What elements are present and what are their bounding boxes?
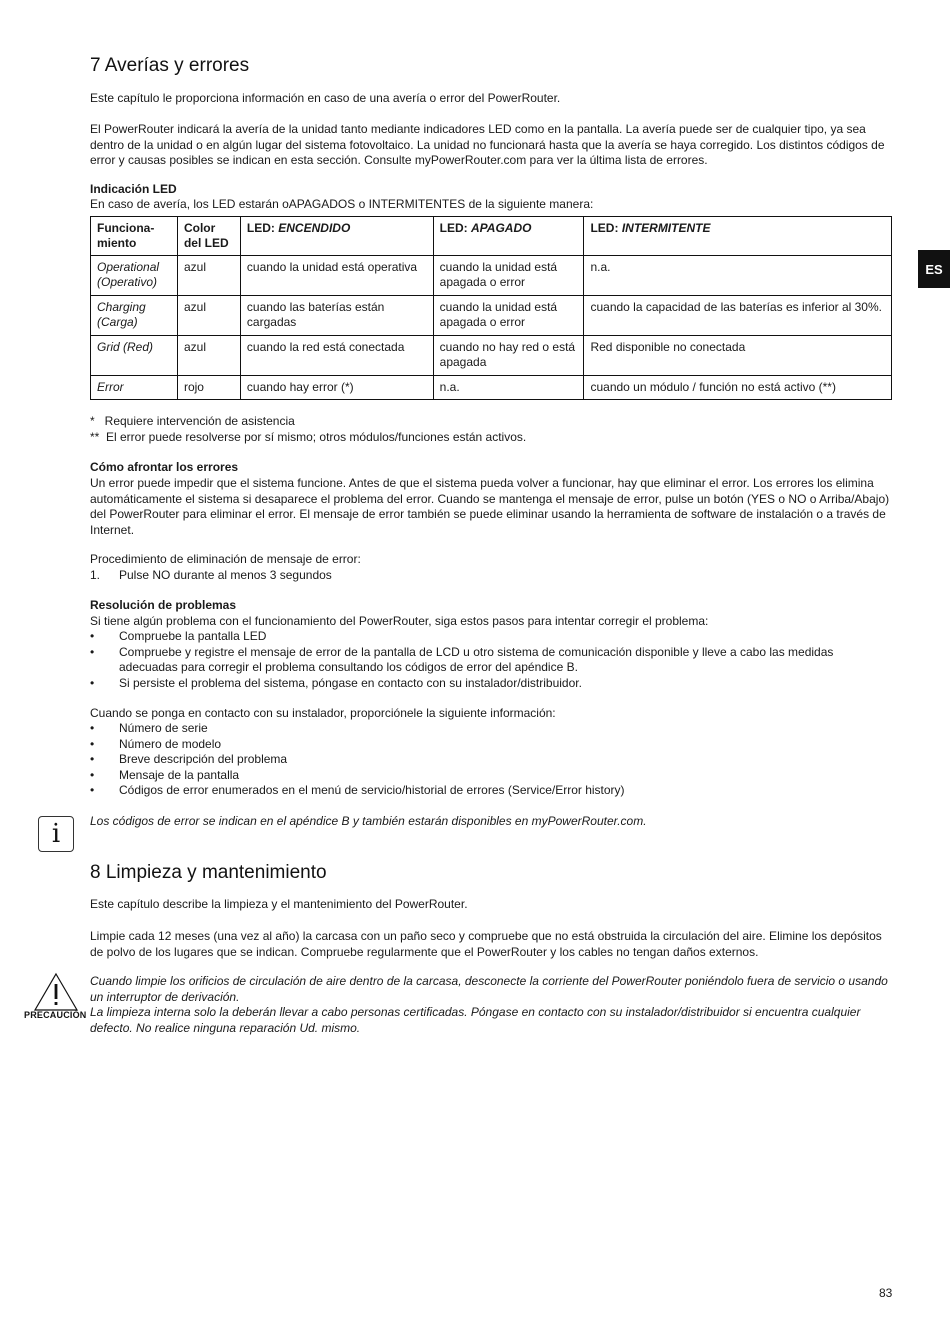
- info-note: Los códigos de error se indican en el apéndice B y también estarán disponibles en myPowerRouter.com.: [90, 814, 647, 828]
- handling-text: Un error puede impedir que el sistema funcione. Antes de que el sistema pueda volver a funcionar, hay que eliminar el error. Los errores los elimina automáticamente el sistema si desaparece el problema del error. Cuando se mantenga el mensaje de error, pulse un botón (YES o NO o Arriba/Abajo) del PowerRouter para eliminar el error. El mensaje de error también se puede eliminar usando la herramienta de software de instalación o a través de Internet.: [90, 476, 890, 537]
- troubleshoot-heading: Resolución de problemas: [90, 598, 237, 612]
- section-8-paragraph: Limpie cada 12 meses (una vez al año) la carcasa con un paño seco y compruebe que no está obstruida la circulación del aire. Elimine los depósitos de polvo de los lugares que se indican. Compruebe regularmente que el PowerRouter y los cables no tengan daños externos.: [90, 929, 882, 959]
- cell-color: azul: [177, 256, 240, 296]
- list-item: • Si persiste el problema del sistema, póngase en contacto con su instalador/distribuidor.: [90, 676, 892, 692]
- cell-off: n.a.: [433, 376, 584, 400]
- section-8-intro: Este capítulo describe la limpieza y el mantenimiento del PowerRouter.: [90, 897, 468, 911]
- page-number: 83: [879, 1286, 893, 1300]
- cell-function: Charging (Carga): [91, 296, 178, 336]
- list-item: 1. Pulse NO durante al menos 3 segundos: [90, 568, 332, 582]
- caution-label: PRECAUCIÓN: [24, 1010, 87, 1020]
- caution-text-2: La limpieza interna solo la deberán llevar a cabo personas certificadas. Póngase en contacto con su instalador/distribuidor si encuentra cualquier defecto. No realice ninguna reparación Ud. mismo.: [90, 1005, 861, 1035]
- section-7-title: 7 Averías y errores: [90, 55, 250, 76]
- procedure-intro: Procedimiento de eliminación de mensaje de error:: [90, 552, 361, 566]
- footnote-1: * Requiere intervención de asistencia: [90, 414, 295, 428]
- list-item: • Códigos de error enumerados en el menú de servicio/historial de errores (Service/Error history): [90, 783, 892, 799]
- led-table-header: [91, 217, 892, 256]
- troubleshoot-list: [90, 629, 892, 691]
- table-row: [91, 296, 892, 336]
- table-row: [91, 336, 892, 376]
- caution-text-1: Cuando limpie los orificios de circulación de aire dentro de la carcasa, desconecte la corriente del PowerRouter poniéndolo fuera de servicio o usando un interruptor de derivación.: [90, 974, 888, 1004]
- cell-on: cuando las baterías están cargadas: [240, 296, 433, 336]
- contact-intro: Cuando se ponga en contacto con su instalador, proporciónele la siguiente información:: [90, 706, 556, 720]
- cell-on: cuando la red está conectada: [240, 336, 433, 376]
- header-on: LED: ENCENDIDO: [240, 217, 433, 256]
- list-item: • Mensaje de la pantalla: [90, 768, 892, 784]
- cell-on: cuando hay error (*): [240, 376, 433, 400]
- cell-off: cuando la unidad está apagada o error: [433, 296, 584, 336]
- list-item: • Compruebe la pantalla LED: [90, 629, 892, 645]
- led-intro: En caso de avería, los LED estarán oAPAGADOS o INTERMITENTES de la siguiente manera:: [90, 197, 594, 211]
- cell-blink: cuando un módulo / función no está activo (**): [584, 376, 892, 400]
- list-item: • Breve descripción del problema: [90, 752, 892, 768]
- list-item: • Número de modelo: [90, 737, 892, 753]
- procedure-list: [90, 568, 892, 584]
- header-blink: LED: INTERMITENTE: [584, 217, 892, 256]
- list-item: • Compruebe y registre el mensaje de error de la pantalla de LCD u otro sistema de comunicación disponible y lleve a cabo las medidas adecuadas para corregir el problema consultando los códigos de error del apéndice B.: [90, 645, 892, 676]
- cell-color: rojo: [177, 376, 240, 400]
- cell-blink: n.a.: [584, 256, 892, 296]
- cell-function: Operational (Operativo): [91, 256, 178, 296]
- table-row: [91, 256, 892, 296]
- cell-blink: cuando la capacidad de las baterías es inferior al 30%.: [584, 296, 892, 336]
- language-tab-es: ES: [918, 250, 950, 288]
- cell-function: Grid (Red): [91, 336, 178, 376]
- header-function: Funciona- miento: [91, 217, 178, 256]
- cell-on: cuando la unidad está operativa: [240, 256, 433, 296]
- footnote-2: ** El error puede resolverse por sí mismo; otros módulos/funciones están activos.: [90, 430, 527, 444]
- header-color: Color del LED: [177, 217, 240, 256]
- troubleshoot-intro: Si tiene algún problema con el funcionamiento del PowerRouter, siga estos pasos para intentar corregir el problema:: [90, 614, 709, 628]
- led-heading: Indicación LED: [90, 182, 177, 196]
- cell-color: azul: [177, 336, 240, 376]
- header-off: LED: APAGADO: [433, 217, 584, 256]
- cell-function: Error: [91, 376, 178, 400]
- led-table: [90, 216, 892, 400]
- cell-color: azul: [177, 296, 240, 336]
- cell-off: cuando la unidad está apagada o error: [433, 256, 584, 296]
- section-7-paragraph: El PowerRouter indicará la avería de la unidad tanto mediante indicadores LED como en la pantalla. La avería puede ser de cualquier tipo, ya sea dentro de la unidad o en algún lugar del sistema fotovoltaico. La unidad no funcionará hasta que la avería se haya corregido. Los distintos códigos de error y causas posibles se indican en esta sección. Consulte myPowerRouter.com para ver la última lista de errores.: [90, 122, 885, 167]
- section-8-title: 8 Limpieza y mantenimiento: [90, 862, 327, 883]
- handling-heading: Cómo afrontar los errores: [90, 460, 239, 474]
- table-row: [91, 376, 892, 400]
- cell-blink: Red disponible no conectada: [584, 336, 892, 376]
- contact-list: [90, 721, 892, 799]
- list-item: • Número de serie: [90, 721, 892, 737]
- section-7-intro: Este capítulo le proporciona información en caso de una avería o error del PowerRouter.: [90, 91, 561, 105]
- info-icon: i: [38, 816, 74, 852]
- cell-off: cuando no hay red o está apagada: [433, 336, 584, 376]
